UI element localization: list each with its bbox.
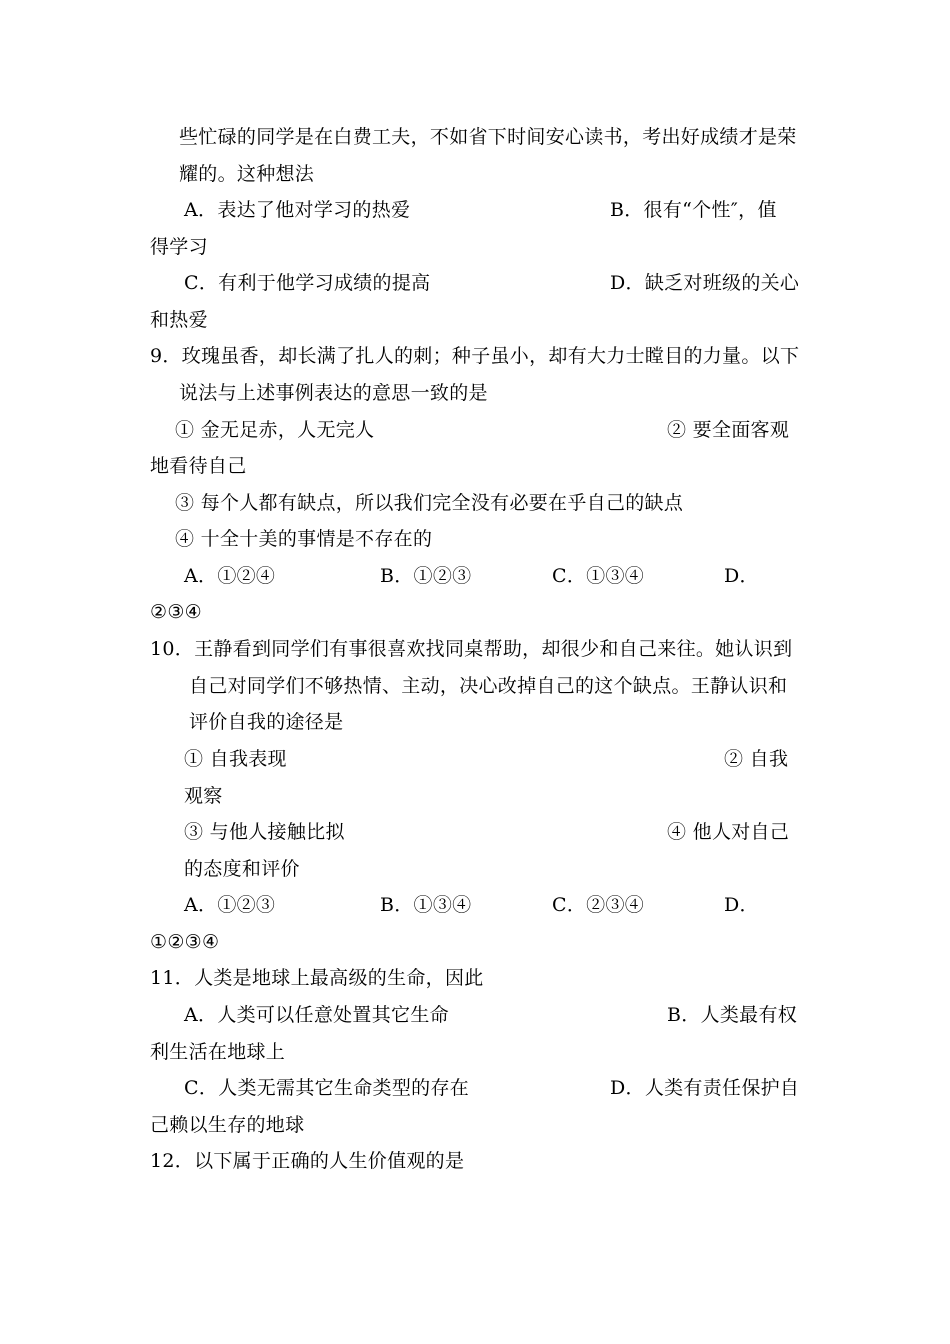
q11-option-d: D．人类有责任保护自: [610, 1077, 800, 1099]
q9-stem-line-2: 说法与上述事例表达的意思一致的是: [179, 382, 488, 404]
q11-option-b: B．人类最有权: [667, 1004, 798, 1026]
q9-option-b: B．①②③: [380, 565, 472, 587]
q10-option-d-wrap: ①②③④: [150, 931, 220, 953]
q11-option-a: A．人类可以任意处置其它生命: [184, 1004, 449, 1026]
q10-item-2-wrap: 观察: [184, 785, 223, 807]
q9-option-d-wrap: ②③④: [150, 601, 202, 623]
q10-option-d: D．: [724, 894, 759, 916]
q9-option-c: C．①③④: [552, 565, 645, 587]
q9-option-d: D．: [724, 565, 759, 587]
q11-option-d-wrap: 己赖以生存的地球: [150, 1114, 305, 1136]
q11-stem: 11．人类是地球上最高级的生命，因此: [150, 967, 484, 989]
q9-item-3: ③ 每个人都有缺点，所以我们完全没有必要在乎自己的缺点: [175, 492, 684, 514]
q8-option-b-wrap: 得学习: [150, 236, 208, 258]
q10-item-4-wrap: 的态度和评价: [184, 858, 300, 880]
q10-item-2: ② 自我: [724, 748, 789, 770]
q10-option-b: B．①③④: [380, 894, 472, 916]
q10-item-3: ③ 与他人接触比拟: [184, 821, 345, 843]
q10-option-a: A．①②③: [184, 894, 276, 916]
q11-option-c: C．人类无需其它生命类型的存在: [184, 1077, 470, 1099]
q9-item-2: ② 要全面客观: [667, 419, 790, 441]
q10-stem-line-3: 评价自我的途径是: [189, 711, 344, 733]
q9-item-2-wrap: 地看待自己: [150, 455, 247, 477]
q10-item-4: ④ 他人对自己: [667, 821, 790, 843]
q9-item-4: ④ 十全十美的事情是不存在的: [175, 528, 433, 550]
q11-option-b-wrap: 利生活在地球上: [150, 1041, 286, 1063]
q9-option-a: A．①②④: [184, 565, 276, 587]
q8-option-a: A．表达了他对学习的热爱: [184, 199, 411, 221]
q9-stem-line-1: 9．玫瑰虽香，却长满了扎人的刺；种子虽小，却有大力士瞠目的力量。以下: [150, 345, 800, 367]
q10-option-c: C．②③④: [552, 894, 645, 916]
q8-option-b: B．很有“个性″，值: [610, 199, 777, 221]
q10-item-1: ① 自我表现: [184, 748, 287, 770]
q8-option-d-wrap: 和热爱: [150, 309, 208, 331]
q10-stem-line-1: 10．王静看到同学们有事很喜欢找同桌帮助，却很少和自己来往。她认识到: [150, 638, 793, 660]
q9-item-1: ① 金无足赤，人无完人: [175, 419, 375, 441]
q12-stem: 12．以下属于正确的人生价值观的是: [150, 1150, 465, 1172]
q8-option-c: C．有利于他学习成绩的提高: [184, 272, 431, 294]
q8-option-d: D．缺乏对班级的关心: [610, 272, 800, 294]
q10-stem-line-2: 自己对同学们不够热情、主动，决心改掉自己的这个缺点。王静认识和: [189, 675, 788, 697]
q8-stem-line-2: 耀的。这种想法: [179, 163, 315, 185]
q8-stem-line-1: 些忙碌的同学是在白费工夫，不如省下时间安心读书，考出好成绩才是荣: [179, 126, 797, 148]
